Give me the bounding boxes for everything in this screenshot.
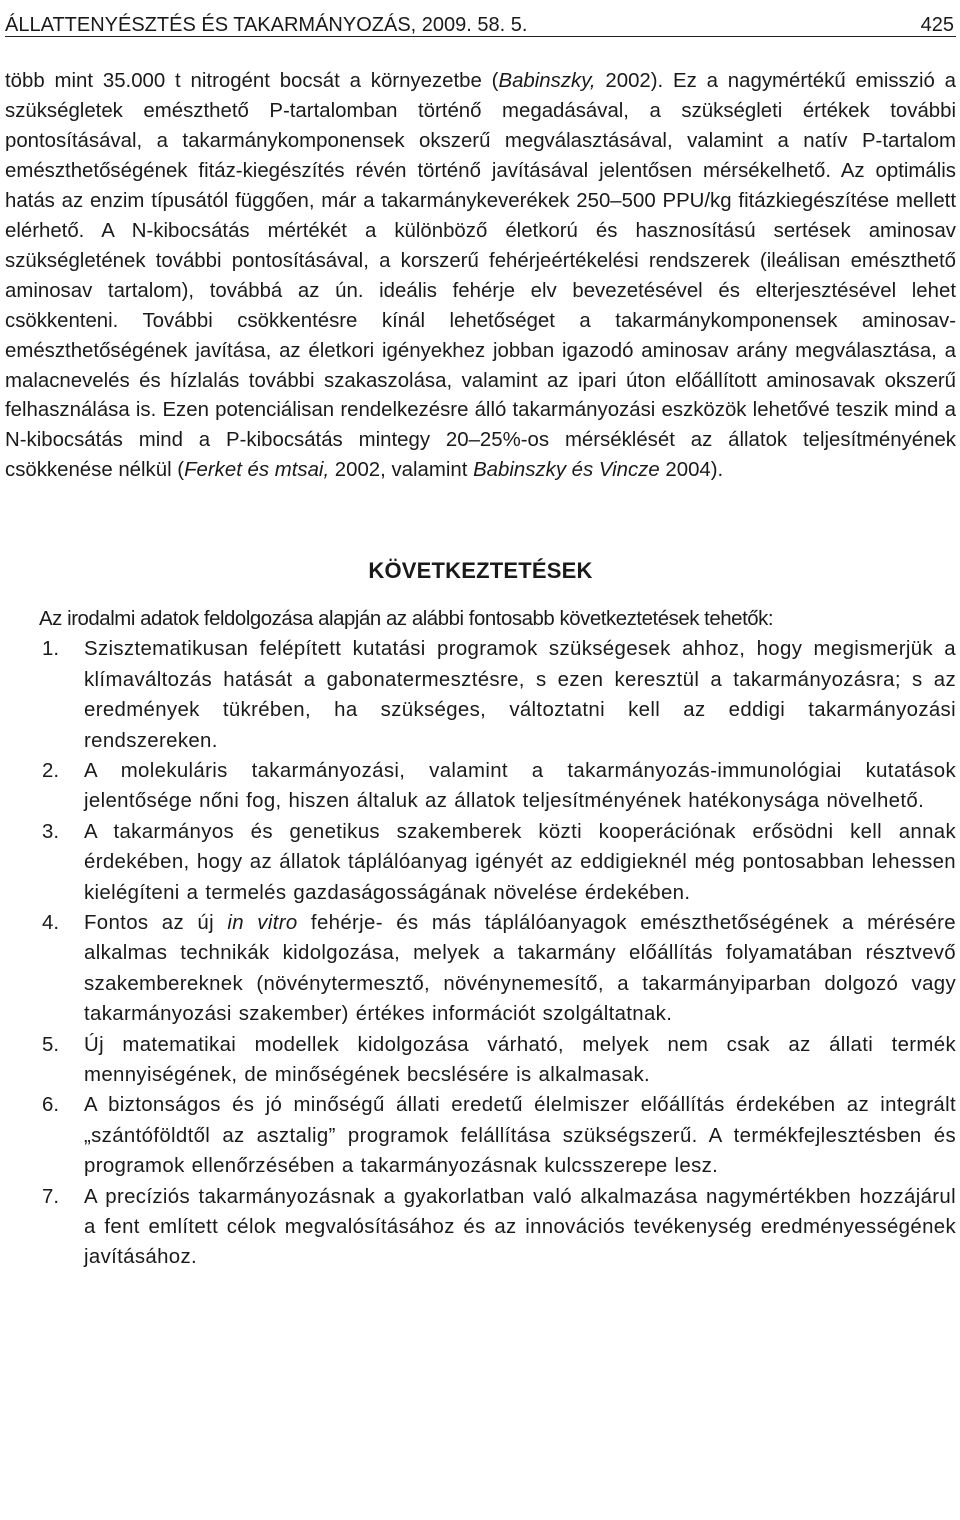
list-text: Új matematikai modellek kidolgozása várható, melyek nem csak az állati termék mennyiségének, de minőségének becslésére is alkalmasak. [84, 1033, 956, 1087]
list-number: 4. [42, 912, 60, 934]
list-text: A precíziós takarmányozásnak a gyakorlatban való alkalmazása nagymértékben hozzájárul a fent említett célok megvalósításához és az innovációs tevékenység eredményességének javításához. [84, 1185, 956, 1269]
list-item [42, 1090, 956, 1181]
list-number: 2. [42, 759, 60, 782]
section-heading: KÖVETKEZTETÉSEK [368, 558, 593, 584]
citation: Babinszky és Vincze [473, 459, 660, 482]
list-number: 5. [42, 1033, 60, 1056]
citation: Babinszky, [498, 70, 596, 92]
list-item [42, 1030, 956, 1091]
list-number: 7. [42, 1185, 60, 1208]
list-text-part: fehérje- és más táplálóanyagok emészthetőségének a mérésére alkalmas technikák kidolgozása, melyek a takarmány előállítás folyamatában résztvevő szakembereknek (növénytermesztő, növénynemesítő, a takarmányiparban dolgozó vagy takarmányozási szakember) értékes információt szolgáltatnak. [84, 912, 956, 1026]
page-number: 425 [920, 14, 954, 36]
conclusions-list [5, 634, 956, 1273]
list-item [42, 756, 956, 817]
list-item [42, 908, 956, 1030]
list-item [42, 1182, 956, 1273]
list-number: 3. [42, 820, 60, 843]
list-text: A molekuláris takarmányozási, valamint a takarmányozás-immunológiai kutatások jelentősége nőni fog, hiszen általuk az állatok teljesítményének hatékonysága növelhető. [84, 759, 956, 813]
body-text-part: több mint 35.000 t nitrogént bocsát a környezetbe ( [5, 70, 499, 92]
body-text-part: 2002, valamint [329, 459, 474, 482]
list-number: 6. [42, 1094, 60, 1117]
body-text-part: 2002). Ez a nagymértékű emisszió a szükségletek emészthető P-tartalomban történő megadásával, a szükségleti értékek további pontosításával, a takarmánykomponensek okszerű megválasztásával, valamint a natív P-tartalom emészthetőségének fitáz-kiegészítés révén történő javításával jelentősen mérsékelhető. Az optimális hatás az enzim típusától függően, már a takarmánykeverékek 250–500 PPU/kg fitázkiegészítése mellett elérhető. A N-kibocsátás mértékét a különböző életkorú és hasznosítású sertések aminosav szükségletének további pontosításával, a korszerű fehérjeértékelési rendszerek (ileálisan emészthető aminosav tartalom), továbbá az ún. ideális fehérje elv bevezetésével és elterjesztésével lehet csökkenteni. További csökkentésre kínál lehetőséget a takarmánykomponensek aminosav-emészthetőségének javítása, az életkori igényekhez jobban igazodó aminosav arány megválasztása, a malacnevelés és hízlalás további szakaszolása, valamint az ipari úton előállított aminosavak okszerű felhasználása is. Ezen potenciálisan rendelkezésre álló takarmányozási eszközök lehetővé teszik mind a N-kibocsátás mind a P-kibocsátás mintegy 20–25%-os mérséklését az állatok teljesítményének csökkenése nélkül ( [5, 70, 956, 482]
list-number: 1. [42, 638, 60, 661]
body-paragraph [5, 67, 956, 486]
citation: Ferket és mtsai, [184, 459, 330, 482]
list-text: A biztonságos és jó minőségű állati eredetű élelmiszer előállítás érdekében az integrált „szántóföldtől az asztalig” programok felállítása szükségszerű. A termékfejlesztésben és programok ellenőrzésében a takarmányozásnak kulcsszerepe lesz. [84, 1094, 956, 1178]
list-text: A takarmányos és genetikus szakemberek közti kooperációnak erősödni kell annak érdekében, hogy az állatok táplálóanyag igényét az eddigieknél még pontosabban lehessen kielégíteni a termelés gazdaságosságának növelése érdekében. [84, 820, 956, 904]
list-text [84, 908, 956, 1030]
body-text-part: 2004). [659, 459, 724, 482]
list-text-part: Fontos az új [84, 912, 228, 934]
list-item [42, 817, 956, 908]
list-text-emphasis: in vitro [227, 912, 298, 934]
journal-title: ÁLLATTENYÉSZTÉS ÉS TAKARMÁNYOZÁS, 2009. 58. 5. [5, 14, 528, 36]
conclusions-intro: Az irodalmi adatok feldolgozása alapján az alábbi fontosabb következtetések tehetők: [39, 608, 774, 631]
running-head [5, 0, 956, 37]
list-item [42, 634, 956, 756]
list-text: Szisztematikusan felépített kutatási programok szükségesek ahhoz, hogy megismerjük a klímaváltozás hatását a gabonatermesztésre, s ezen keresztül a takarmányozásra; s az eredmények tükrében, ha szükséges, változtatni kell az eddigi takarmányozási rendszereken. [84, 638, 956, 752]
